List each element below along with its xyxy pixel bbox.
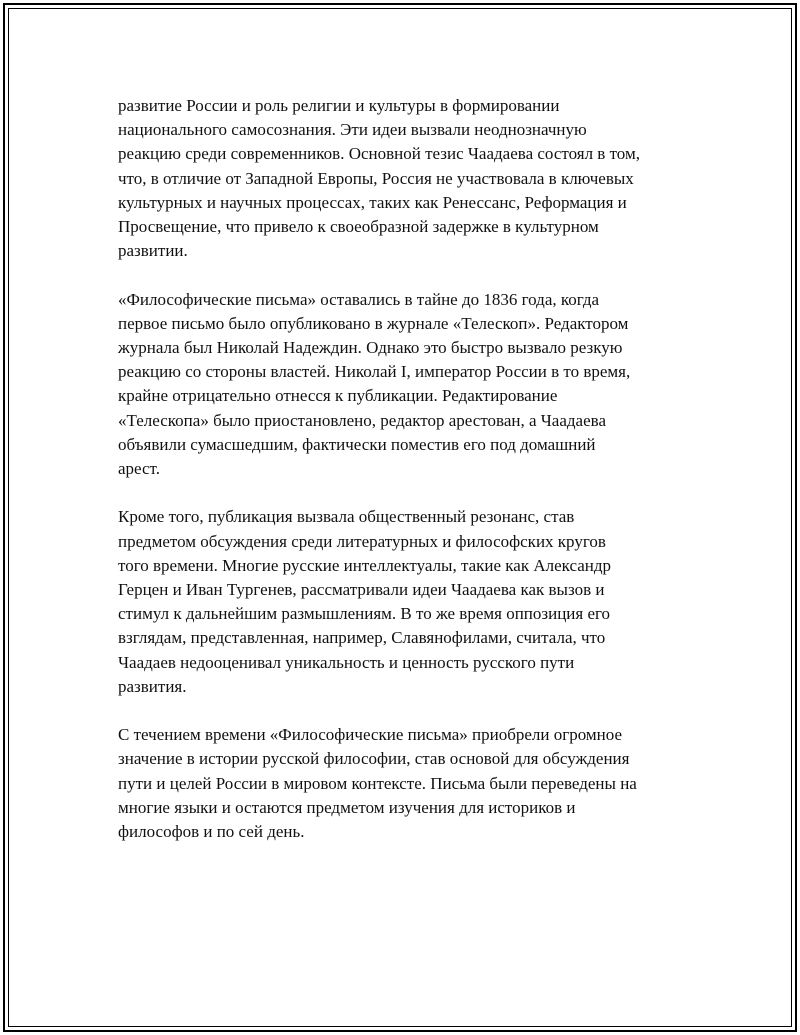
text-line: многие языки и остаются предметом изучения для историков и — [118, 797, 576, 817]
text-line: развитие России и роль религии и культуры в формировании — [118, 96, 560, 115]
text-line: Просвещение, что привело к своеобразной задержке в культурном — [118, 217, 599, 237]
document-body — [118, 94, 708, 868]
text-line: Чаадаев недооценивал уникальность и ценность русского пути — [118, 652, 575, 672]
text-line: развития. — [118, 676, 187, 696]
text-line: стимул к дальнейшим размышлениям. В то же время оппозиция его — [118, 604, 611, 624]
text-line: «Телескопа» было приостановлено, редактор арестован, а Чаадаева — [118, 410, 606, 430]
paragraph-1 — [118, 94, 708, 263]
text-line: Герцен и Иван Тургенев, рассматривали идеи Чаадаева как вызов и — [118, 580, 605, 600]
paragraph-4 — [118, 723, 708, 844]
text-line: объявили сумасшедшим, фактически поместив его под домашний — [118, 434, 596, 454]
text-line: реакцию среди современников. Основной тезис Чаадаева состоял в том, — [118, 144, 640, 164]
text-line: «Философические письма» оставались в тайне до 1836 года, когда — [118, 289, 600, 309]
paragraph-2 — [118, 288, 708, 482]
text-line: реакцию со стороны властей. Николай I, император России в то время, — [118, 362, 631, 382]
paragraph-3 — [118, 505, 708, 699]
text-line: взглядам, представленная, например, Славянофилами, считала, что — [118, 628, 606, 648]
text-line: национального самосознания. Эти идеи вызвали неоднозначную — [118, 120, 587, 140]
text-line: первое письмо было опубликовано в журнале «Телескоп». Редактором — [118, 313, 629, 333]
text-line: пути и целей России в мировом контексте. Письма были переведены на — [118, 773, 637, 793]
text-line: арест. — [118, 459, 160, 479]
text-line: предметом обсуждения среди литературных и философских кругов — [118, 531, 606, 551]
text-line: Кроме того, публикация вызвала общественный резонанс, став — [118, 507, 575, 527]
text-line: философов и по сей день. — [118, 822, 305, 842]
text-line: культурных и научных процессах, таких как Ренессанс, Реформация и — [118, 192, 627, 212]
text-line: С течением времени «Философические письма» приобрели огромное — [118, 725, 623, 745]
text-line: развитии. — [118, 241, 188, 261]
text-line: журнала был Николай Надеждин. Однако это быстро вызвало резкую — [118, 338, 623, 358]
text-line: того времени. Многие русские интеллектуалы, такие как Александр — [118, 555, 612, 575]
text-line: значение в истории русской философии, став основой для обсуждения — [118, 749, 630, 769]
text-line: что, в отличие от Западной Европы, Россия не участвовала в ключевых — [118, 168, 634, 188]
text-line: крайне отрицательно отнесся к публикации. Редактирование — [118, 386, 558, 406]
